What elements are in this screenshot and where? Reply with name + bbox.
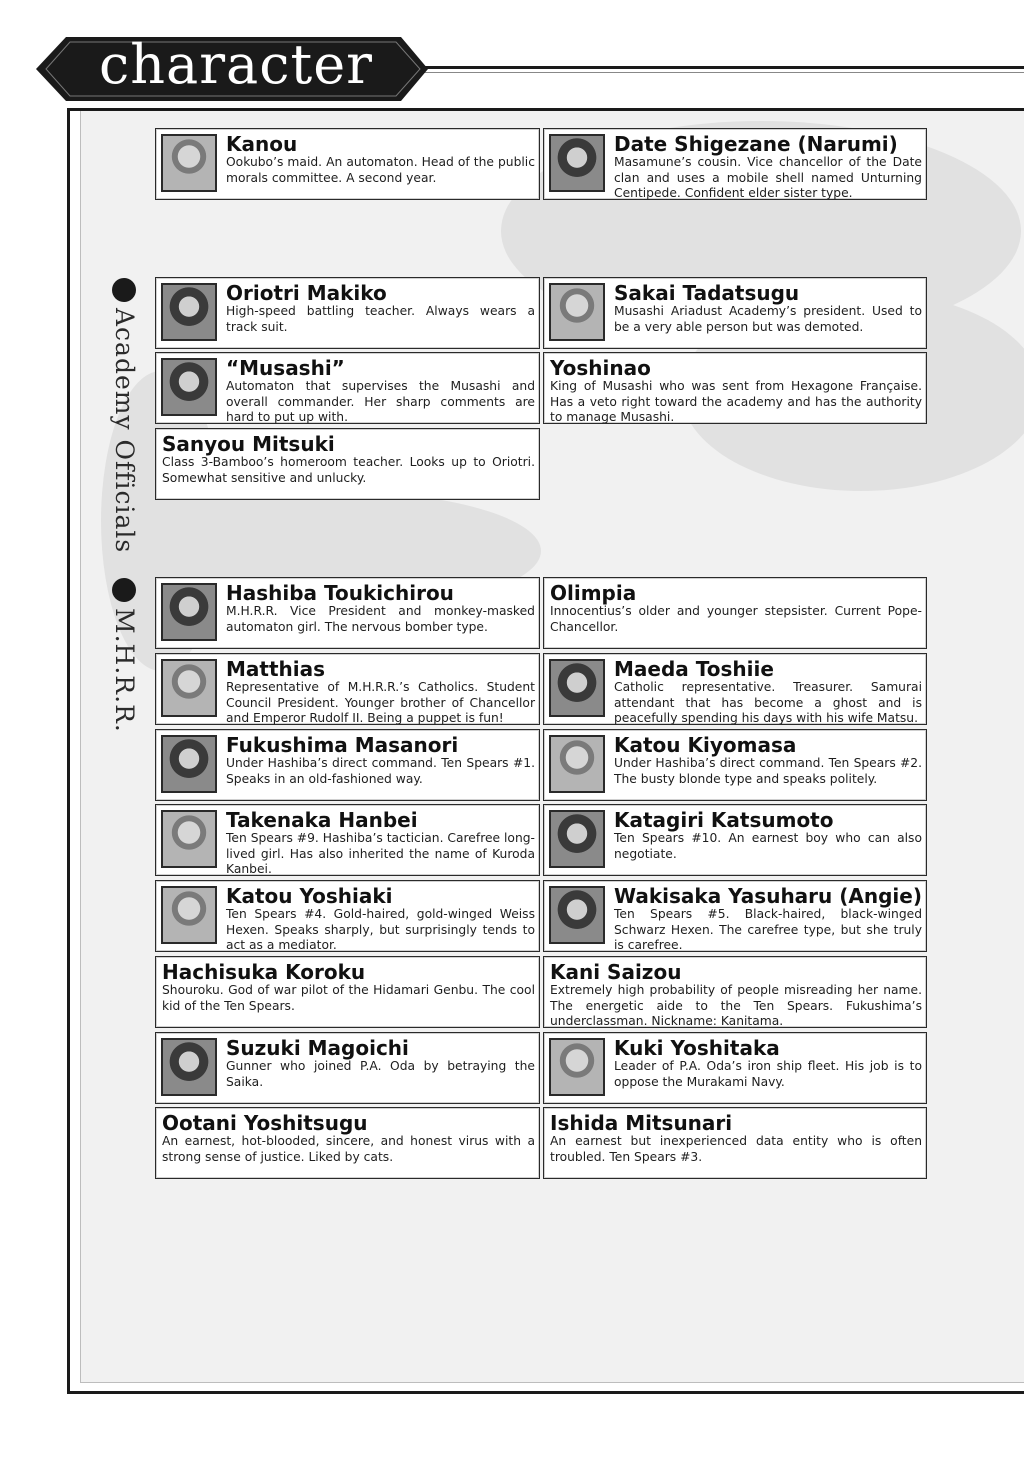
- character-description: King of Musashi who was sent from Hexagone Française. Has a veto right toward the academy and has the authority to manage Musashi.: [550, 379, 922, 424]
- character-description: Leader of P.A. Oda’s iron ship fleet. His job is to oppose the Murakami Navy.: [614, 1059, 922, 1089]
- character-portrait: [161, 134, 217, 192]
- header-rule-thin: [418, 72, 1024, 73]
- character-name: Oriotri Makiko: [226, 281, 387, 305]
- character-card: [543, 352, 927, 424]
- character-card: [155, 128, 540, 200]
- character-portrait: [161, 583, 217, 641]
- character-description: Ten Spears #5. Black-haired, black-winged Schwarz Hexen. The carefree type, but she truly is carefree.: [614, 907, 922, 952]
- character-portrait: [161, 735, 217, 793]
- character-description: Musashi Ariadust Academy’s president. Used to be a very able person but was demoted.: [614, 304, 922, 334]
- character-card: [155, 577, 540, 649]
- character-description: M.H.R.R. Vice President and monkey-masked automaton girl. The nervous bomber type.: [226, 604, 535, 634]
- character-card: [155, 277, 540, 349]
- character-name: “Musashi”: [226, 356, 345, 380]
- character-name: Sakai Tadatsugu: [614, 281, 800, 305]
- character-description: Shouroku. God of war pilot of the Hidamari Genbu. The cool kid of the Ten Spears.: [162, 983, 535, 1013]
- bullet-dot: [112, 578, 136, 602]
- character-description: Extremely high probability of people misreading her name. The energetic aide to the Ten Spears. Fukushima’s underclassman. Nickname: Kanitama.: [550, 983, 922, 1028]
- character-card: [543, 729, 927, 801]
- character-card: [155, 653, 540, 725]
- section-label-text: M.H.R.R.: [110, 608, 139, 733]
- character-description: Representative of M.H.R.R.’s Catholics. Student Council President. Younger brother of Chancellor and Emperor Rudolf II. Being a puppet is fun!: [226, 680, 535, 725]
- character-portrait: [549, 283, 605, 341]
- character-description: Catholic representative. Treasurer. Samurai attendant that has become a ghost and is peacefully spending his days with his wife Matsu.: [614, 680, 922, 725]
- character-portrait: [161, 810, 217, 868]
- character-card: [543, 277, 927, 349]
- character-name: Katou Kiyomasa: [614, 733, 797, 757]
- character-card: [543, 880, 927, 952]
- character-card: [543, 128, 927, 200]
- character-portrait: [549, 134, 605, 192]
- character-description: Gunner who joined P.A. Oda by betraying the Saika.: [226, 1059, 535, 1089]
- character-portrait: [549, 810, 605, 868]
- character-description: An earnest but inexperienced data entity who is often troubled. Ten Spears #3.: [550, 1134, 922, 1164]
- character-name: Ishida Mitsunari: [550, 1111, 733, 1135]
- character-card: [155, 956, 540, 1028]
- character-name: Ootani Yoshitsugu: [162, 1111, 368, 1135]
- character-portrait: [161, 283, 217, 341]
- character-name: Yoshinao: [550, 356, 651, 380]
- character-portrait: [161, 358, 217, 416]
- section-label-mhrr: [110, 578, 139, 733]
- character-card: [543, 804, 927, 876]
- character-description: Ten Spears #9. Hashiba’s tactician. Carefree long-lived girl. Has also inherited the name of Kuroda Kanbei.: [226, 831, 535, 876]
- character-name: Suzuki Magoichi: [226, 1036, 409, 1060]
- character-description: An earnest, hot-blooded, sincere, and honest virus with a strong sense of justice. Liked by cats.: [162, 1134, 535, 1164]
- character-description: Ten Spears #10. An earnest boy who can also negotiate.: [614, 831, 922, 861]
- character-name: Kuki Yoshitaka: [614, 1036, 780, 1060]
- character-name: Fukushima Masanori: [226, 733, 459, 757]
- character-description: Under Hashiba’s direct command. Ten Spears #1. Speaks in an old-fashioned way.: [226, 756, 535, 786]
- character-portrait: [549, 735, 605, 793]
- character-name: Takenaka Hanbei: [226, 808, 418, 832]
- character-name: Kani Saizou: [550, 960, 682, 984]
- character-portrait: [161, 1038, 217, 1096]
- header-rule: [395, 66, 1024, 69]
- character-card: [155, 729, 540, 801]
- section-label-text: Academy Officials: [110, 308, 139, 554]
- character-card: [155, 1107, 540, 1179]
- character-name: Katou Yoshiaki: [226, 884, 393, 908]
- character-name: Date Shigezane (Narumi): [614, 132, 898, 156]
- character-description: High-speed battling teacher. Always wears a track suit.: [226, 304, 535, 334]
- title-banner: [36, 33, 422, 101]
- character-description: Ookubo’s maid. An automaton. Head of the public morals committee. A second year.: [226, 155, 535, 185]
- character-card: [543, 577, 927, 649]
- page-title: character: [99, 33, 373, 96]
- character-name: Hashiba Toukichirou: [226, 581, 454, 605]
- character-card: [155, 1032, 540, 1104]
- section-label-academy-officials: [110, 278, 139, 553]
- character-description: Ten Spears #4. Gold-haired, gold-winged Weiss Hexen. Speaks sharply, but surprisingly tends to act as a mediator.: [226, 907, 535, 952]
- character-description: Masamune’s cousin. Vice chancellor of the Date clan and uses a mobile shell named Unturning Centipede. Confident elder sister type.: [614, 155, 922, 200]
- character-name: Kanou: [226, 132, 298, 156]
- character-card: [543, 1107, 927, 1179]
- character-description: Innocentius’s older and younger stepsister. Current Pope-Chancellor.: [550, 604, 922, 634]
- character-portrait: [549, 1038, 605, 1096]
- character-name: Sanyou Mitsuki: [162, 432, 335, 456]
- character-card: [155, 880, 540, 952]
- character-card: [543, 956, 927, 1028]
- character-portrait: [161, 886, 217, 944]
- character-card: [155, 352, 540, 424]
- character-name: Hachisuka Koroku: [162, 960, 366, 984]
- character-name: Olimpia: [550, 581, 637, 605]
- character-description: Under Hashiba’s direct command. Ten Spears #2. The busty blonde type and speaks politely.: [614, 756, 922, 786]
- character-name: Maeda Toshiie: [614, 657, 774, 681]
- bullet-dot: [112, 278, 136, 302]
- character-card: [543, 1032, 927, 1104]
- character-name: Katagiri Katsumoto: [614, 808, 834, 832]
- character-name: Matthias: [226, 657, 326, 681]
- character-portrait: [549, 886, 605, 944]
- character-portrait: [549, 659, 605, 717]
- character-description: Class 3-Bamboo’s homeroom teacher. Looks up to Oriotri. Somewhat sensitive and unlucky.: [162, 455, 535, 485]
- character-card: [155, 804, 540, 876]
- character-card: [543, 653, 927, 725]
- character-name: Wakisaka Yasuharu (Angie): [614, 884, 922, 908]
- character-card: [155, 428, 540, 500]
- character-description: Automaton that supervises the Musashi and overall commander. Her sharp comments are hard to put up with.: [226, 379, 535, 424]
- character-portrait: [161, 659, 217, 717]
